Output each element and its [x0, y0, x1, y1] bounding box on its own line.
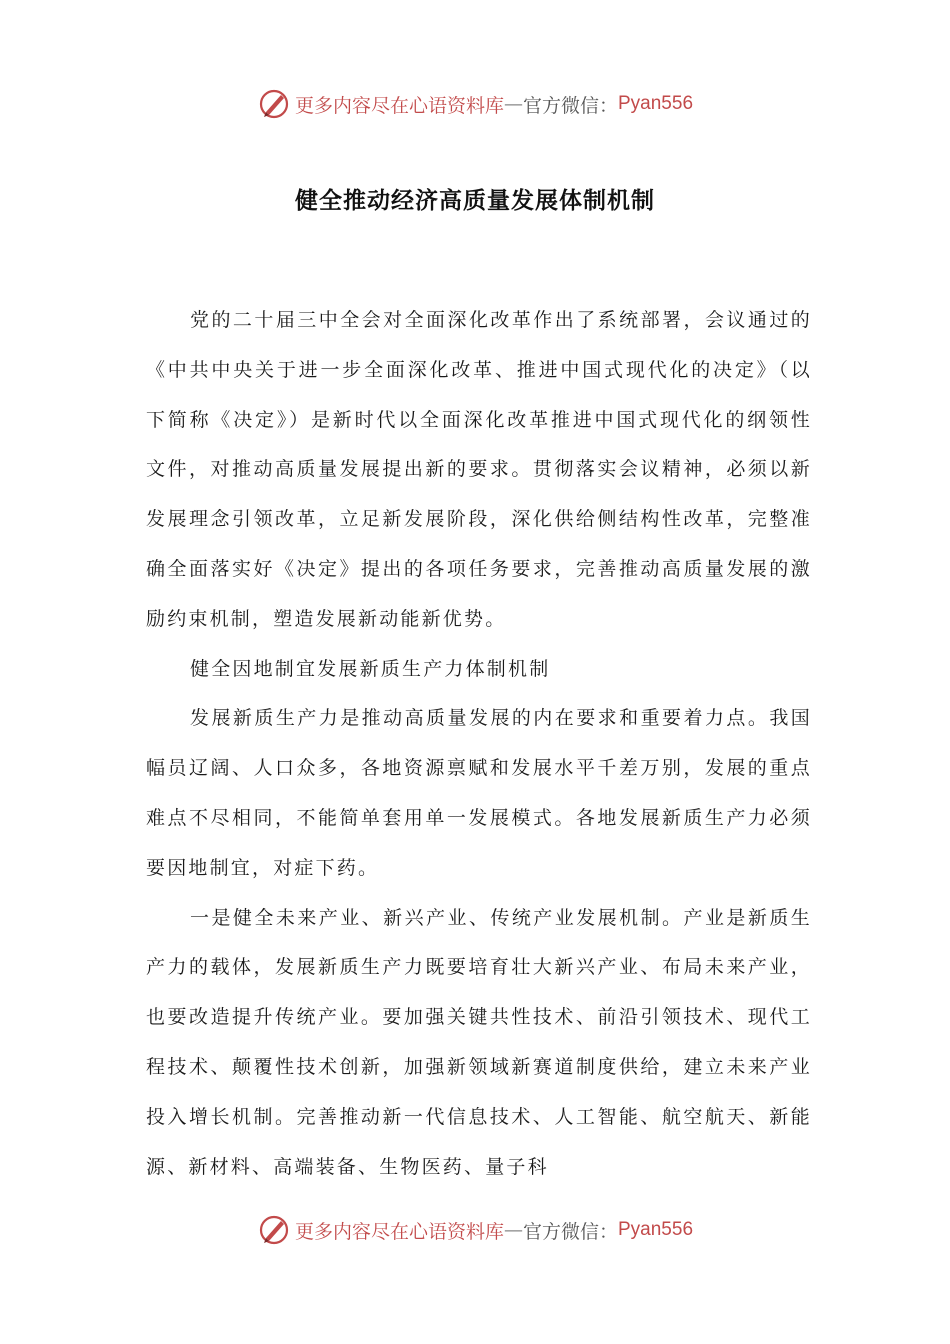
banner-dash: — — [503, 1219, 523, 1241]
pen-logo-icon — [257, 87, 291, 121]
header-banner — [0, 84, 950, 124]
banner-main-text: 更多内容尽在心语资料库 — [294, 94, 504, 117]
document-title: 健全推动经济高质量发展体制机制 — [295, 188, 655, 214]
banner-wechat-id: Pyan556 — [618, 1219, 694, 1240]
paragraph-new-productivity: 发展新质生产力是推动高质量发展的内在要求和重要着力点。我国幅员辽阔、人口众多，各地资源禀赋和发展水平千差万别，发展的重点难点不尽相同，不能简单套用单一发展模式。各地发展新质生产力必须要因地制宜，对症下药。 — [146, 707, 812, 879]
pen-logo-icon — [257, 1213, 291, 1247]
banner-main-text: 更多内容尽在心语资料库 — [294, 1220, 504, 1243]
banner-wechat-id: Pyan556 — [618, 93, 694, 114]
banner-wechat-label: 官方微信： — [522, 1220, 618, 1243]
document-body — [146, 296, 812, 1192]
banner-dash: — — [503, 93, 523, 115]
banner-wechat-label: 官方微信： — [522, 94, 618, 117]
section-heading: 健全因地制宜发展新质生产力体制机制 — [190, 657, 551, 680]
paragraph-intro: 党的二十届三中全会对全面深化改革作出了系统部署，会议通过的《中共中央关于进一步全面深化改革、推进中国式现代化的决定》（以下简称《决定》）是新时代以全面深化改革推进中国式现代化的纲领性文件，对推动高质量发展提出新的要求。贯彻落实会议精神，必须以新发展理念引领改革，立足新发展阶段，深化供给侧结构性改革，完整准确全面落实好《决定》提出的各项任务要求，完善推动高质量发展的激励约束机制，塑造发展新动能新优势。 — [146, 309, 812, 630]
paragraph-industry-mechanism: 一是健全未来产业、新兴产业、传统产业发展机制。产业是新质生产力的载体，发展新质生产力既要培育壮大新兴产业、布局未来产业，也要改造提升传统产业。要加强关键共性技术、前沿引领技术、现代工程技术、颠覆性技术创新，加强新领域新赛道制度供给，建立未来产业投入增长机制。完善推动新一代信息技术、人工智能、航空航天、新能源、新材料、高端装备、生物医药、量子科 — [146, 906, 812, 1178]
footer-banner — [0, 1210, 950, 1250]
